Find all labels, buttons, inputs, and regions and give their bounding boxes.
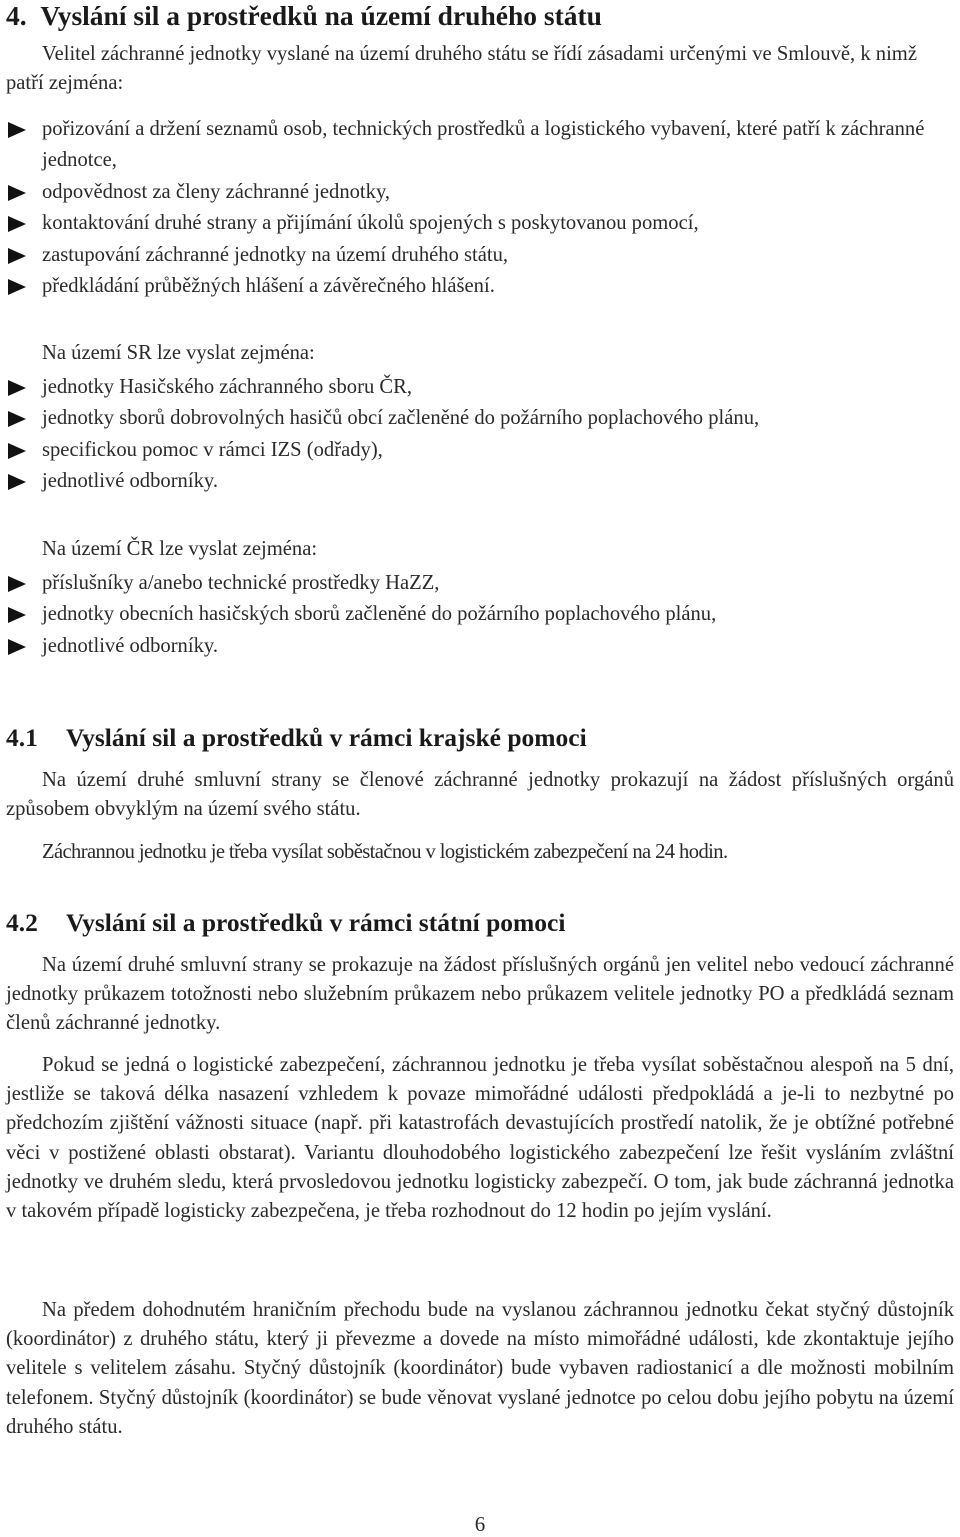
list-item: specifickou pomoc v rámci IZS (odřady), xyxy=(6,435,954,466)
bullet-arrow-icon xyxy=(8,411,26,427)
list-item: odpovědnost za členy záchranné jednotky, xyxy=(6,177,954,208)
list-item: jednotky obecních hasičských sborů začleněné do požárního poplachového plánu, xyxy=(6,599,954,630)
bullet-arrow-icon xyxy=(8,122,26,138)
list-item: jednotlivé odborníky. xyxy=(6,631,954,662)
bullet-arrow-icon xyxy=(8,639,26,655)
section-4-intro: Velitel záchranné jednotky vyslané na území druhého státu se řídí zásadami určenými ve Smlouvě, k nimž patří zejména: xyxy=(6,43,917,95)
sr-intro: Na území SR lze vyslat zejména: xyxy=(42,342,315,364)
section-4-1-paragraph: Záchrannou jednotku je třeba vysílat soběstačnou v logistickém zabezpečení na 24 hodin. xyxy=(42,841,728,863)
list-item: pořizování a držení seznamů osob, technických prostředků a logistického vybavení, které patří k záchranné jednotce, xyxy=(6,114,954,177)
bullet-arrow-icon xyxy=(8,576,26,592)
list-item: zastupování záchranné jednotky na území druhého státu, xyxy=(6,240,954,271)
section-4-2-paragraph: Pokud se jedná o logistické zabezpečení, záchrannou jednotku je třeba vysílat soběstačnou alespoň na 5 dní, jestliže se taková délka nasazení vzhledem k povaze mimořádné události předpokládá a je-li to nezbytné po předchozím zjištění vážnosti situace (např. při katastrofách devastujících prostředí natolik, že je obtížné potřebné věci v postižené oblasti obstarat). Variantu dlouhodobého logistického zabezpečení lze řešit vysláním zvláštní jednotky ve druhém sledu, která prvosledovou jednotku logisticky zabezpečí. O tom, jak bude záchranná jednotka v takovém případě logisticky zabezpečena, je třeba rozhodnout do 12 hodin po jejím vyslání. xyxy=(6,1054,954,1223)
section-number: 4.1 xyxy=(6,723,38,752)
list-item: příslušníky a/anebo technické prostředky HaZZ, xyxy=(6,568,954,599)
bullet-arrow-icon xyxy=(8,185,26,201)
section-4-2-paragraph: Na území druhé smluvní strany se prokazuje na žádost příslušných orgánů jen velitel nebo vedoucí záchranné jednotky průkazem totožnosti nebo služebním průkazem nebo průkazem velitele jednotky PO a předkládá seznam členů záchranné jednotky. xyxy=(6,954,954,1035)
section-4-list xyxy=(6,114,954,302)
sr-list xyxy=(6,372,954,498)
bullet-arrow-icon xyxy=(8,443,26,459)
section-4-1-paragraph: Na území druhé smluvní strany se členové záchranné jednotky prokazují na žádost příslušných orgánů způsobem obvyklým na území svého státu. xyxy=(6,769,954,821)
bullet-arrow-icon xyxy=(8,474,26,490)
list-item: jednotky sborů dobrovolných hasičů obcí začleněné do požárního poplachového plánu, xyxy=(6,403,954,434)
section-number: 4.2 xyxy=(6,908,38,937)
bullet-arrow-icon xyxy=(8,216,26,232)
section-4-1-heading xyxy=(6,723,587,753)
list-item: jednotky Hasičského záchranného sboru ČR, xyxy=(6,372,954,403)
cr-list xyxy=(6,568,954,662)
bullet-arrow-icon xyxy=(8,248,26,264)
cr-intro: Na území ČR lze vyslat zejména: xyxy=(42,538,318,560)
section-4-2-paragraph: Na předem dohodnutém hraničním přechodu bude na vyslanou záchrannou jednotku čekat styčný důstojník (koordinátor) z druhého státu, který ji převezme a dovede na místo mimořádné události, kde zkontaktuje jejího velitele s velitelem zásahu. Styčný důstojník (koordinátor) bude vybaven radiostanicí a dle možnosti mobilním telefonem. Styčný důstojník (koordinátor) se bude věnovat vyslané jednotce po celou dobu jejího pobytu na území druhého státu. xyxy=(6,1299,954,1438)
list-item: jednotlivé odborníky. xyxy=(6,466,954,497)
list-item: kontaktování druhé strany a přijímání úkolů spojených s poskytovanou pomocí, xyxy=(6,208,954,239)
section-4-heading: 4. Vyslání sil a prostředků na území druhého státu xyxy=(6,0,602,31)
bullet-arrow-icon xyxy=(8,279,26,295)
bullet-arrow-icon xyxy=(8,607,26,623)
section-4-2-heading xyxy=(6,908,565,938)
list-item: předkládání průběžných hlášení a závěrečného hlášení. xyxy=(6,271,954,302)
section-title: Vyslání sil a prostředků v rámci státní pomoci xyxy=(66,908,566,937)
section-title: Vyslání sil a prostředků v rámci krajské pomoci xyxy=(66,723,587,752)
bullet-arrow-icon xyxy=(8,380,26,396)
page-number: 6 xyxy=(474,1512,486,1536)
